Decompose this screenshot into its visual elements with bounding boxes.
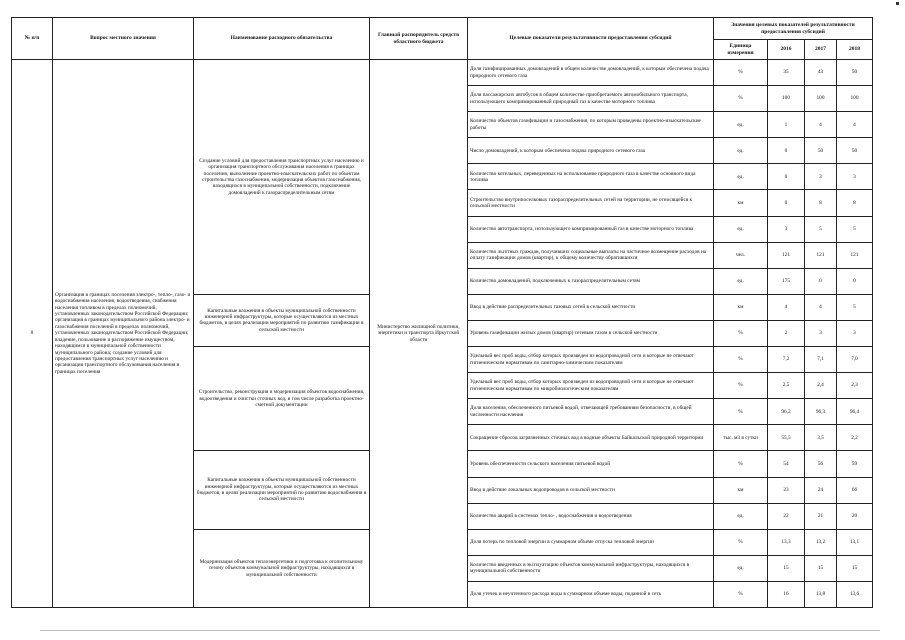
value-2018: 2,3: [837, 373, 873, 399]
header-distributor: Главный распорядитель средств областного бюджета: [370, 18, 468, 60]
value-2016: 175: [768, 268, 805, 294]
value-2018: 96,4: [837, 399, 873, 425]
header-indicators: Целевые показатели результативности предоставления субсидий: [468, 18, 714, 60]
indicator-cell: Количество автотранспорта, использующего компримированный газ в качестве моторного топлива: [468, 216, 714, 242]
indicator-cell: Ввод в действие распределительных газовых сетей в сельской местности: [468, 294, 714, 320]
scan-speck: [896, 2, 899, 5]
value-2018: 121: [837, 242, 873, 268]
unit-cell: ед.: [714, 503, 768, 529]
value-2018: 20: [837, 503, 873, 529]
indicator-cell: Доля газифицированных домовладений в общем количестве домовладений, к которым обеспечена подача природного сетевого газа: [468, 60, 714, 86]
unit-cell: ед.: [714, 164, 768, 190]
value-2016: 1: [768, 112, 805, 138]
value-2018: 13,6: [837, 581, 873, 607]
value-2016: 3: [768, 216, 805, 242]
value-2016: 0: [768, 164, 805, 190]
header-obligation: Наименование расходного обязательства: [194, 18, 370, 60]
value-2016: 22: [768, 503, 805, 529]
obligation-gas-transport: Создание условий для предоставления транспортных услуг населению и организация транспортного обслуживания населения в границах поселения, выполнение проектно-изыскательских работ по объектам строительства газоснабжения, модернизация объектов газоснабжения, находящихся в муниципальной собственности, подключение домовладений к газораспределительным сетям: [194, 60, 370, 295]
unit-cell: %: [714, 347, 768, 373]
value-2016: 7,2: [768, 347, 805, 373]
value-2017: 50: [805, 138, 837, 164]
header-row: [12, 18, 873, 40]
value-2016: 35: [768, 60, 805, 86]
table-body: [12, 60, 873, 608]
value-2017: 121: [805, 242, 837, 268]
value-2016: 0: [768, 138, 805, 164]
value-2018: 100: [837, 86, 873, 112]
header-2017: 2017: [805, 40, 837, 60]
indicator-cell: Доля потерь по тепловой энергии в суммарном объеме отпуска тепловой энергии: [468, 529, 714, 555]
value-2016: 55,5: [768, 425, 805, 451]
value-2016: 2: [768, 320, 805, 346]
value-2017: 24: [805, 477, 837, 503]
value-2018: 7,0: [837, 347, 873, 373]
distributor-text: Министерство жилищной политики, энергетики и транспорта Иркутской области: [370, 60, 468, 608]
unit-cell: тыс. м3 в сутки: [714, 425, 768, 451]
unit-cell: %: [714, 86, 768, 112]
unit-cell: %: [714, 451, 768, 477]
value-2017: 2,4: [805, 373, 837, 399]
unit-cell: %: [714, 60, 768, 86]
indicator-cell: Сокращение сбросов загрязненных сточных вод в водные объекты Байкальской природной территории: [468, 425, 714, 451]
indicator-cell: Количество котельных, переведенных на использование природного газа в качестве основного вида топлива: [468, 164, 714, 190]
value-2016: 121: [768, 242, 805, 268]
value-2016: 96,2: [768, 399, 805, 425]
indicator-cell: Удельный вес проб воды, отбор которых произведен из водопроводной сети и которые не отвечают гигиеническим нормативам по микробиологическим показателям: [468, 373, 714, 399]
value-2018: 5: [837, 294, 873, 320]
value-2016: 23: [768, 477, 805, 503]
table-row: [12, 60, 873, 86]
header-unit: Единица измерения: [714, 40, 768, 60]
indicator-cell: Количество введенных в эксплуатацию объектов коммунальной инфраструктуры, находящихся в муниципальной собственности: [468, 555, 714, 581]
value-2018: 8: [837, 190, 873, 216]
indicator-cell: Доля утечек и неучтенного расхода воды в суммарном объеме воды, поданной в сеть: [468, 581, 714, 607]
unit-cell: %: [714, 373, 768, 399]
obligation-cell: Строительство, реконструкция и модернизация объектов водоснабжения, водоотведения и очистки сточных вод, в том числе разработка проектно-сметной документации: [194, 347, 370, 451]
page-edge-line: [40, 630, 880, 631]
header-2018: 2018: [837, 40, 873, 60]
indicator-cell: Уровень обеспеченности сельского населения питьевой водой: [468, 451, 714, 477]
unit-cell: %: [714, 399, 768, 425]
indicator-cell: Доля пассажирских автобусов в общем количестве приобретаемого автомобильного транспорта, использующего компримированный природный газ в качестве моторного топлива: [468, 86, 714, 112]
value-2017: 3,5: [805, 425, 837, 451]
header-values-group: Значения целевых показателей результативности предоставления субсидий: [714, 18, 873, 40]
value-2018: 5: [837, 216, 873, 242]
obligation-cell: Капитальные вложения в объекты муниципальной собственности инженерной инфраструктуры, которые осуществляются из местных бюджетов, в целях реализации мероприятий по развитию водоснабжения в сельской местности: [194, 451, 370, 529]
indicator-cell: Количество льготных граждан, получивших социальные выплаты на частичное возмещение расходов на оплату газификации домов (квартир), к общему количеству обратившихся: [468, 242, 714, 268]
value-2016: 15: [768, 555, 805, 581]
subsidy-indicators-table: [11, 17, 873, 608]
indicator-cell: Число домовладений, к которым обеспечена подача природного сетевого газа: [468, 138, 714, 164]
value-2017: 4: [805, 294, 837, 320]
indicator-cell: Уровень газификации жилых домов (квартир) сетевым газом в сельской местности: [468, 320, 714, 346]
value-2018: 2,2: [837, 425, 873, 451]
indicator-cell: Количество аварий в системах тепло- , водоснабжения и водоотведения: [468, 503, 714, 529]
value-2018: 0: [837, 268, 873, 294]
unit-cell: %: [714, 320, 768, 346]
indicator-cell: Строительство внутрипоселковых газораспределительных сетей на территории, не относящейся к сельской местности: [468, 190, 714, 216]
value-2017: 15: [805, 555, 837, 581]
unit-cell: ед.: [714, 555, 768, 581]
value-2017: 13,8: [805, 581, 837, 607]
unit-cell: чел.: [714, 242, 768, 268]
value-2018: 50: [837, 60, 873, 86]
value-2016: 2,5: [768, 373, 805, 399]
value-2017: 56: [805, 451, 837, 477]
indicator-cell: Количество домовладений, подключенных к газораспределительным сетям: [468, 268, 714, 294]
unit-cell: ед.: [714, 216, 768, 242]
value-2017: 21: [805, 503, 837, 529]
value-2017: 100: [805, 86, 837, 112]
unit-cell: ед.: [714, 268, 768, 294]
obligation-cell: Капитальные вложения в объекты муниципальной собственности инженерной инфраструктуры, которые осуществляются из местных бюджетов, в целях реализации мероприятий по развитию газификации в сельской местности: [194, 294, 370, 346]
unit-cell: ед.: [714, 112, 768, 138]
value-2016: 13,3: [768, 529, 805, 555]
unit-cell: км: [714, 477, 768, 503]
row-number: 8: [12, 60, 53, 608]
value-2017: 13,2: [805, 529, 837, 555]
value-2017: 96,3: [805, 399, 837, 425]
value-2017: 7,1: [805, 347, 837, 373]
value-2017: 4: [805, 112, 837, 138]
unit-cell: %: [714, 529, 768, 555]
value-2016: 16: [768, 581, 805, 607]
value-2018: 66: [837, 477, 873, 503]
value-2017: 3: [805, 164, 837, 190]
value-2016: 54: [768, 451, 805, 477]
unit-cell: ед.: [714, 138, 768, 164]
indicator-cell: Количество объектов газификации и газоснабжения, по которым проведены проектно-изыскательские работы: [468, 112, 714, 138]
question-text: Организация в границах поселения электро-, тепло-, газо- и водоснабжения населения, водоотведения, снабжения населения топливом в пределах полномочий, установленных законодательством Российской Федерации; организация в границах муниципального района электро- и газоснабжения поселений в пределах полномочий, установленных законодательством Российской Федерации; владение, пользование и распоряжение имуществом, находящимся в муниципальной собственности муниципального района; создание условий для предоставления транспортных услуг населению и организация транспортного обслуживания населения в границах поселения: [53, 60, 194, 608]
unit-cell: км: [714, 190, 768, 216]
value-2017: 5: [805, 216, 837, 242]
value-2017: 8: [805, 190, 837, 216]
indicator-cell: Удельный вес проб воды, отбор которых произведен из водопроводной сети и которые не отвечают гигиеническим нормативам по санитарно-химическим показателям: [468, 347, 714, 373]
header-question: Вопрос местного значения: [53, 18, 194, 60]
header-2016: 2016: [768, 40, 805, 60]
value-2017: 43: [805, 60, 837, 86]
header-num: № п/п: [12, 18, 53, 60]
value-2018: 15: [837, 555, 873, 581]
value-2016: 4: [768, 294, 805, 320]
obligation-cell: Модернизация объектов теплоэнергетики и подготовка к отопительному сезону объектов коммунальной инфраструктуры, находящихся в муниципальной собственности: [194, 529, 370, 607]
value-2017: 3: [805, 320, 837, 346]
value-2018: 13,1: [837, 529, 873, 555]
value-2017: 0: [805, 268, 837, 294]
unit-cell: %: [714, 581, 768, 607]
value-2018: 3: [837, 164, 873, 190]
value-2016: 0: [768, 190, 805, 216]
indicator-cell: Ввод в действие локальных водопроводов в сельской местности: [468, 477, 714, 503]
value-2018: 3: [837, 320, 873, 346]
unit-cell: км: [714, 294, 768, 320]
indicator-cell: Доля населения, обеспеченного питьевой водой, отвечающей требованиям безопасности, в общей численности населения: [468, 399, 714, 425]
value-2018: 50: [837, 138, 873, 164]
value-2016: 100: [768, 86, 805, 112]
value-2018: 59: [837, 451, 873, 477]
value-2018: 4: [837, 112, 873, 138]
